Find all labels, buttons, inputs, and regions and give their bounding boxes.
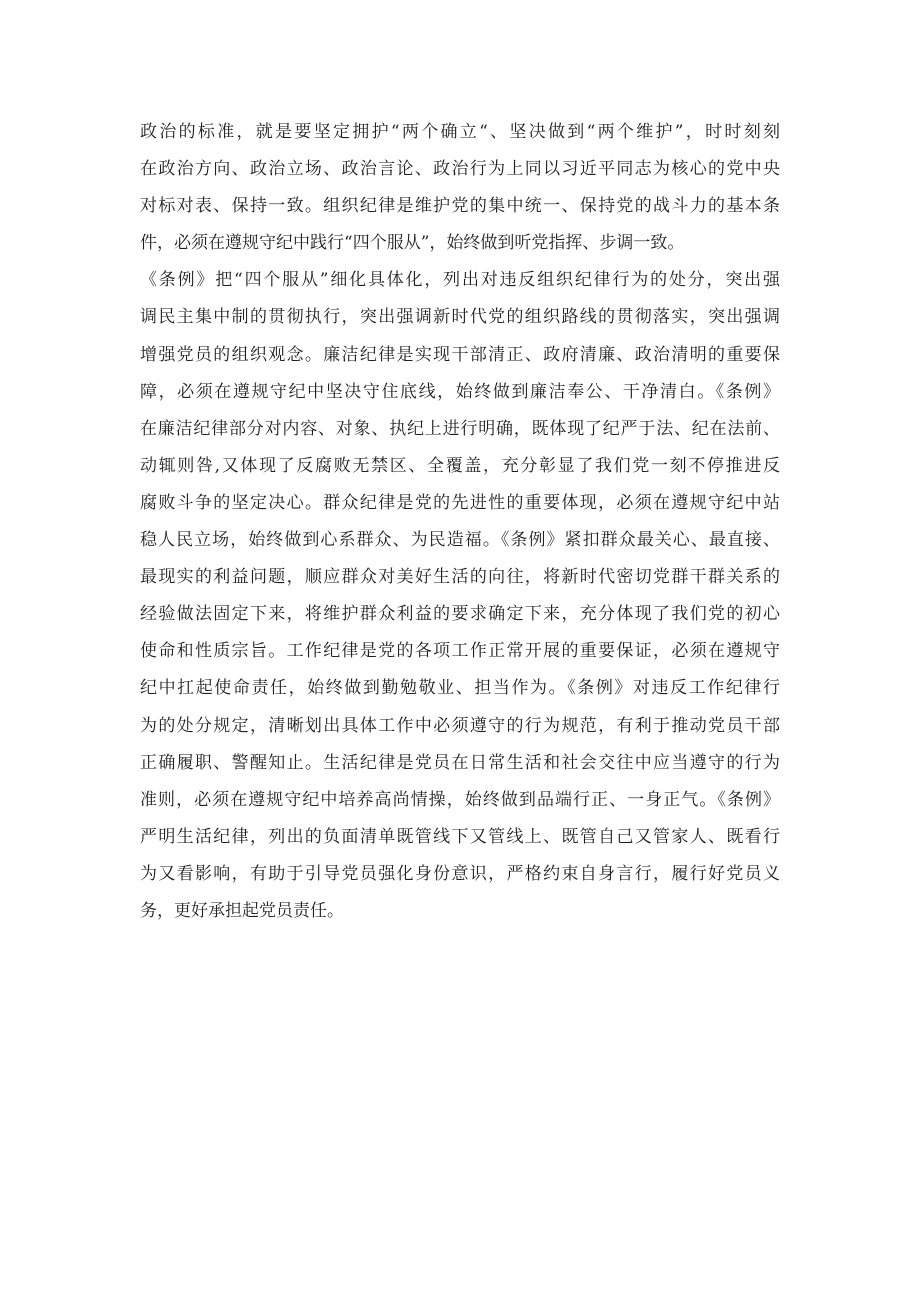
- text-line: 障，必须在遵规守纪中坚决守住底线，始终做到廉洁奉公、干净清白。《条例》: [140, 381, 780, 402]
- text-line: 调民主集中制的贯彻执行，突出强调新时代党的组织路线的贯彻落实，突出强调: [140, 307, 780, 328]
- text-line: 为的处分规定，清晰划出具体工作中必须遵守的行为规范，有利于推动党员干部: [140, 715, 780, 736]
- text-line: 在政治方向、政治立场、政治言论、政治行为上同以习近平同志为核心的党中央: [140, 159, 780, 180]
- text-line: 为又看影响，有助于引导党员强化身份意识，严格约束自身言行，履行好党员义: [140, 863, 780, 884]
- text-line: 最现实的利益问题，顺应群众对美好生活的向往，将新时代密切党群干群关系的: [140, 567, 780, 588]
- text-line: 动辄则咎,又体现了反腐败无禁区、全覆盖，充分彰显了我们党一刻不停推进反: [140, 455, 780, 476]
- text-line: 《条例》把“四个服从”细化具体化，列出对违反组织纪律行为的处分，突出强: [140, 270, 780, 291]
- text-line: 纪中扛起使命责任，始终做到勤勉敬业、担当作为。《条例》对违反工作纪律行: [140, 678, 780, 699]
- text-line: 在廉洁纪律部分对内容、对象、执纪上进行明确，既体现了纪严于法、纪在法前、: [140, 418, 780, 439]
- text-line: 腐败斗争的坚定决心。群众纪律是党的先进性的重要体现，必须在遵规守纪中站: [140, 492, 780, 513]
- text-line: 稳人民立场，始终做到心系群众、为民造福。《条例》紧扣群众最关心、最直接、: [140, 530, 780, 551]
- text-line: 对标对表、保持一致。组织纪律是维护党的集中统一、保持党的战斗力的基本条: [140, 196, 780, 217]
- text-line: 件，必须在遵规守纪中践行“四个服从”，始终做到听党指挥、步调一致。: [140, 233, 685, 254]
- text-line: 务，更好承担起党员责任。: [140, 900, 344, 921]
- body-text: [140, 114, 780, 930]
- text-line: 准则，必须在遵规守纪中培养高尚情操，始终做到品端行正、一身正气。《条例》: [140, 789, 780, 810]
- text-line: 正确履职、警醒知止。生活纪律是党员在日常生活和社会交往中应当遵守的行为: [140, 752, 780, 773]
- text-line: 增强党员的组织观念。廉洁纪律是实现干部清正、政府清廉、政治清明的重要保: [140, 344, 780, 365]
- text-line: 政治的标准，就是要坚定拥护“两个确立“、坚决做到“两个维护”，时时刻刻: [140, 122, 780, 142]
- text-line: 严明生活纪律，列出的负面清单既管线下又管线上、既管自己又管家人、既看行: [140, 826, 780, 847]
- text-line: 使命和性质宗旨。工作纪律是党的各项工作正常开展的重要保证，必须在遵规守: [140, 641, 780, 662]
- text-line: 经验做法固定下来，将维护群众利益的要求确定下来，充分体现了我们党的初心: [140, 604, 780, 625]
